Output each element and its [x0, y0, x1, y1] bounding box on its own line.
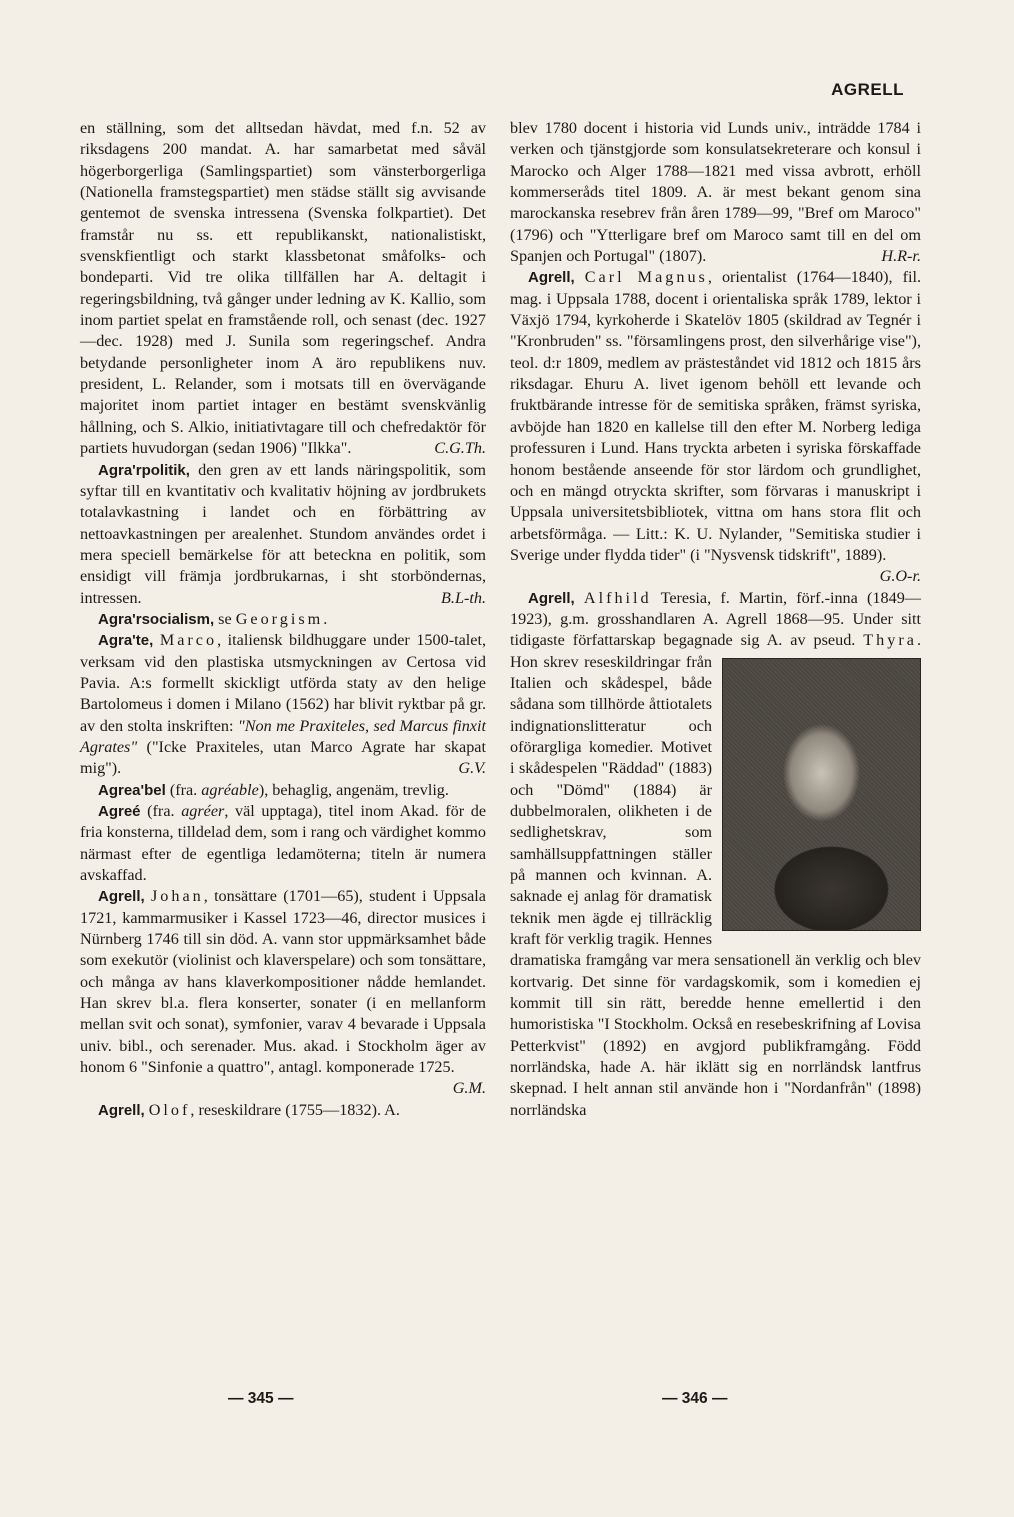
page-number-left: — 345 — — [228, 1390, 294, 1407]
portrait-photo — [722, 658, 921, 931]
entry-agrell-olof — [80, 1100, 486, 1121]
entry-text: Teresia, f. Martin, förf.-inna (1849—1923), g.m. grosshandlaren A. Agrell 1868—95. Under sitt tidigaste författarskap begagnade sig A. av pseud. — [510, 588, 921, 650]
signature: G.O-r. — [879, 567, 921, 586]
given-name: Carl Magnus — [584, 268, 708, 287]
entry-agreabel — [80, 780, 486, 801]
headword: Agra'te, — [98, 632, 154, 650]
given-name: Alfhild — [583, 588, 652, 607]
entry-text: , reseskildrare (1755—1832). A. — [190, 1100, 400, 1119]
entry-text: , tonsättare (1701—65), student i Uppsala 1721, kammarmusiker i Kassel 1723—46, director musices i Nürnberg 1746 till sin död. A. vann stor uppmärksamhet både som exekutör (violinist och klaverspelare) och som tonsättare, och många av hans klaverkompositioner nådde hemlandet. Han skrev bl.a. flera konserter, sonater (i en mellanform mellan svit och sonat), symfonier, varav 4 bevarade i Uppsala univ. bibl., och serenader. Mus. akad. i Stockholm äger av honom 6 "Sinfonie a quattro", antagl. komponerade 1725. — [80, 887, 486, 1077]
signature: B.L-th. — [441, 588, 486, 607]
entry-text: , italiensk bildhuggare under 1500-talet, verksam vid den plastiska utsmyckningen av Certosa vid Pavia. A:s formellt skickligt utförda staty av den helige Bartolomeus i domen i Milano (1562) har blivit ryktbar på gr. av den stolta inskriften: — [80, 631, 487, 735]
left-column — [80, 118, 486, 1121]
given-name: Johan — [150, 887, 204, 906]
headword: Agrell, — [98, 888, 145, 906]
continuation-text: en ställning, som det alltsedan hävdat, med f.n. 52 av riksdagens 200 mandat. A. har samarbetat med såväl högerborgerliga (Samlingspartiet) som vänsterborgerliga (Nationella framstegspartiet) men städse ställt sig avvisande gentemot de svenska intressena (Svenska folkpartiet). Det framstår nu ss. ett republikanskt, nationalistiskt, svenskfientligt och starkt klassbetonat småfolks- och bondeparti. Vid tre olika tillfällen har A. deltagit i regeringsbildning, två gånger under ledning av K. Kallio, som inom partiet spelat en framstående roll, och senast (dec. 1927—dec. 1928) med J. Sunila som regeringschef. Andra betydande personligheter inom A äro republikens nuv. president, L. Relander, som i motsats till en övervägande majoritet inom partiet intager en bestämt svenskvänlig hållning, och S. Alkio, initiativtagare till och chefredaktör för partiets huvudorgan (sedan 1906) "Ilkka". — [80, 119, 486, 458]
right-column — [510, 118, 921, 1121]
entry-agrell-alfhild — [510, 588, 921, 1122]
page-number-right: — 346 — — [662, 1390, 728, 1407]
headword: Agrell, — [98, 1101, 145, 1119]
headword: Agra'rsocialism, — [98, 610, 215, 628]
signature: G.M. — [452, 1079, 486, 1098]
entry-text: (fra. — [140, 802, 182, 820]
entry-text: , orientalist (1764—1840), fil. mag. i Uppsala 1788, docent i orientaliska språk 1789, lektor i Växjö 1794, kyrkoherde i Skatelöv 1805 (skildrad av Tegnér i "Kronbruden" ss. "församlingens prost, den silverhårige vise"), teol. d:r 1809, medlem av prästeståndet vid 1812 och 1815 års riksdagar. Ehuru A. livet igenom behöll ett levande och fruktbärande intresse för de semitiska språken, främst syriska, avböjde han 1820 en kallelse till den efter M. Norberg lediga professuren i Lund. Hans tryckta arbeten i syriska förskaffade honom bestående anseende för stor lärdom och grundlighet, och en mängd otryckta skrifter, som förvaras i manuskript i Uppsala universitetsbibliotek, vittna om hans stora flit och arbetsförmåga. — Litt.: K. U. Nylander, "Semitiska studier i Sverige under flydda tider" (i "Nysvensk tidskrift", 1889). — [510, 268, 922, 564]
entry-agrate — [80, 630, 486, 779]
entry-text: . Hon skrev reseskildringar från Italien och skådespel, både sådana som tillhörde åttiotalets indignationslitteratur och oförargliga komedier. Motivet i skådespelen "Räddad" (1883) och "Dömd" (1884) är dubbelmoralen, olikheten i de sedlighetskrav, som samhällsuppfattningen ställer på mannen och kvinnan. A. saknade ej anlag för dramatisk teknik men ägde ej tillräcklig kraft för verklig tragik. Hennes dramatiska framgång var mera sensationell än verklig och blev kortvarig. Det sinne för vardagskomik, som i komedien ej kommit till sin rätt, beredde henne emellertid i den humoristiska "I Stockholm. Också en resebeskrifning af Lovisa Petterkvist" (1892) en avgjord publikframgång. Född norrländska, hade A. här iklätt sig en norrländsk lantfrus skepnad. I helt annan stil använde hon i "Nordanfrån" (1898) norrländska — [510, 631, 921, 1119]
entry-text: blev 1780 docent i historia vid Lunds univ., inträdde 1784 i verken och tjänstgjorde som konsulatsekreterare och konsul i Marocko och Alger 1788—1821 med vissa avbrott, erhöll kommerseråds titel 1809. A. är mest bekant genom sina marockanska resebrev från åren 1789—99, "Bref om Maroco" (1796) och "Ytterligare bref om Maroco samt till en del om Spanjen och Portugal" (1807). — [510, 119, 921, 266]
entry-agrarpolitik — [80, 460, 486, 609]
given-name: Olof — [148, 1100, 191, 1119]
entry-continuation — [80, 118, 486, 460]
pseudonym: Thyra — [863, 631, 917, 650]
signature: H.R-r. — [881, 247, 921, 266]
entry-agrarsocialism — [80, 609, 486, 630]
headword: Agrell, — [528, 269, 575, 287]
signature: G.V. — [458, 759, 486, 778]
entry-agree — [80, 801, 486, 886]
entry-text: se — [214, 609, 236, 628]
entry-text: . — [323, 609, 328, 628]
inscription: "Non me Praxiteles, sed Marcus finxit Agrates" — [80, 716, 486, 756]
headword: Agreé — [98, 803, 141, 820]
entry-agrell-johan — [80, 886, 486, 1098]
headword: Agra'rpolitik, — [98, 461, 190, 479]
foreign-word: agréable — [201, 780, 259, 799]
entry-text: (fra. — [165, 780, 202, 799]
given-name: Marco — [159, 631, 218, 650]
running-head: AGRELL — [831, 80, 904, 99]
signature: C.G.Th. — [434, 439, 486, 458]
foreign-word: agréer — [181, 802, 225, 820]
entry-text: ), behaglig, angenäm, trevlig. — [258, 780, 449, 799]
entry-text: ("Icke Praxiteles, utan Marco Agrate har skapat mig"). — [80, 737, 486, 778]
entry-text: , väl upptaga), titel inom Akad. för de fria konsterna, tilldelad dem, som i rang och värdighet kommo närmast efter de egentliga ledamöterna; titeln är numera avskaffad. — [80, 802, 487, 885]
entry-agrell-olof-continued — [510, 118, 921, 267]
cross-reference: Georgism — [235, 609, 324, 628]
headword: Agrell, — [528, 589, 575, 607]
headword: Agrea'bel — [98, 781, 166, 799]
entry-agrell-carl-magnus — [510, 267, 922, 586]
entry-text: den gren av ett lands näringspolitik, som syftar till en kvantitativ och kvalitativ höjning av jordbrukets totalavkastning i landet och en förbättring av nettoavkastningen per arealenhet. Stundom användes ordet i mera speciell bemärkelse för att beteckna en politik, som ensidigt vill främja jordbrukarnas, i sht storböndernas, intressen. — [80, 460, 486, 607]
